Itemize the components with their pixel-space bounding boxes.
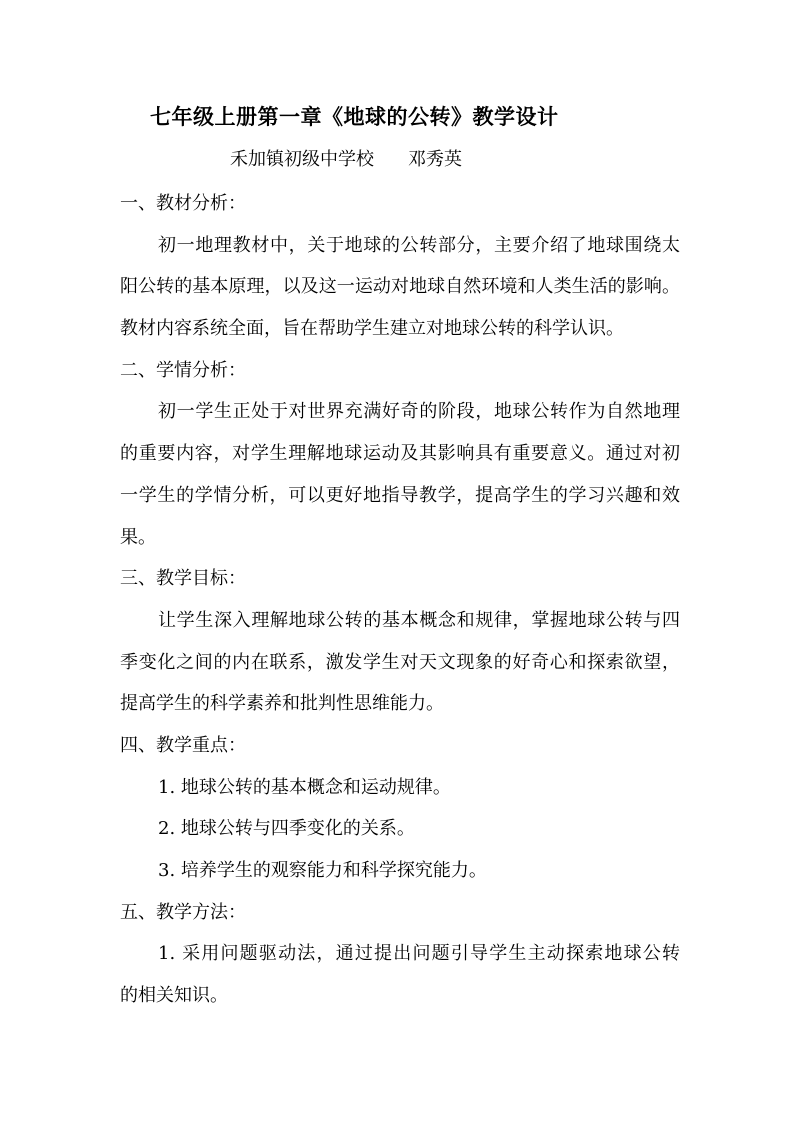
paragraph-line: 初一地理教材中，关于地球的公转部分，主要介绍了地球围绕太 <box>158 234 680 256</box>
byline <box>230 145 462 171</box>
section-heading: 五、教学方法： <box>120 901 246 923</box>
section-heading: 三、教学目标： <box>120 568 246 590</box>
list-item: 1. 地球公转的基本概念和运动规律。 <box>158 776 451 798</box>
paragraph-line: 季变化之间的内在联系，激发学生对天文现象的好奇心和探索欲望， <box>120 651 680 673</box>
list-item: 2. 地球公转与四季变化的关系。 <box>158 818 415 840</box>
paragraph-line: 让学生深入理解地球公转的基本概念和规律，掌握地球公转与四 <box>158 609 680 631</box>
paragraph-line: 初一学生正处于对世界充满好奇的阶段，地球公转作为自然地理 <box>158 401 680 423</box>
section-heading: 二、学情分析： <box>120 359 246 381</box>
section-heading: 四、教学重点： <box>120 734 246 756</box>
paragraph-line: 阳公转的基本原理，以及这一运动对地球自然环境和人类生活的影响。 <box>120 276 680 298</box>
paragraph-line: 提高学生的科学素养和批判性思维能力。 <box>120 693 444 715</box>
school-name: 禾加镇初级中学校 <box>230 149 374 170</box>
paragraph-line: 的相关知识。 <box>120 985 228 1007</box>
list-item: 3. 培养学生的观察能力和科学探究能力。 <box>158 860 487 881</box>
document-title: 七年级上册第一章《地球的公转》教学设计 <box>150 104 559 129</box>
paragraph-line: 一学生的学情分析，可以更好地指导教学，提高学生的学习兴趣和效 <box>120 484 680 506</box>
paragraph-line: 的重要内容，对学生理解地球运动及其影响具有重要意义。通过对初 <box>120 443 680 465</box>
document-body <box>120 183 680 1017</box>
paragraph-line: 教材内容系统全面，旨在帮助学生建立对地球公转的科学认识。 <box>120 318 624 340</box>
list-item: 1. 采用问题驱动法，通过提出问题引导学生主动探索地球公转 <box>158 943 680 965</box>
paragraph-line: 果。 <box>120 526 156 548</box>
author-name: 邓秀英 <box>408 149 462 170</box>
section-heading: 一、教材分析： <box>120 193 246 214</box>
